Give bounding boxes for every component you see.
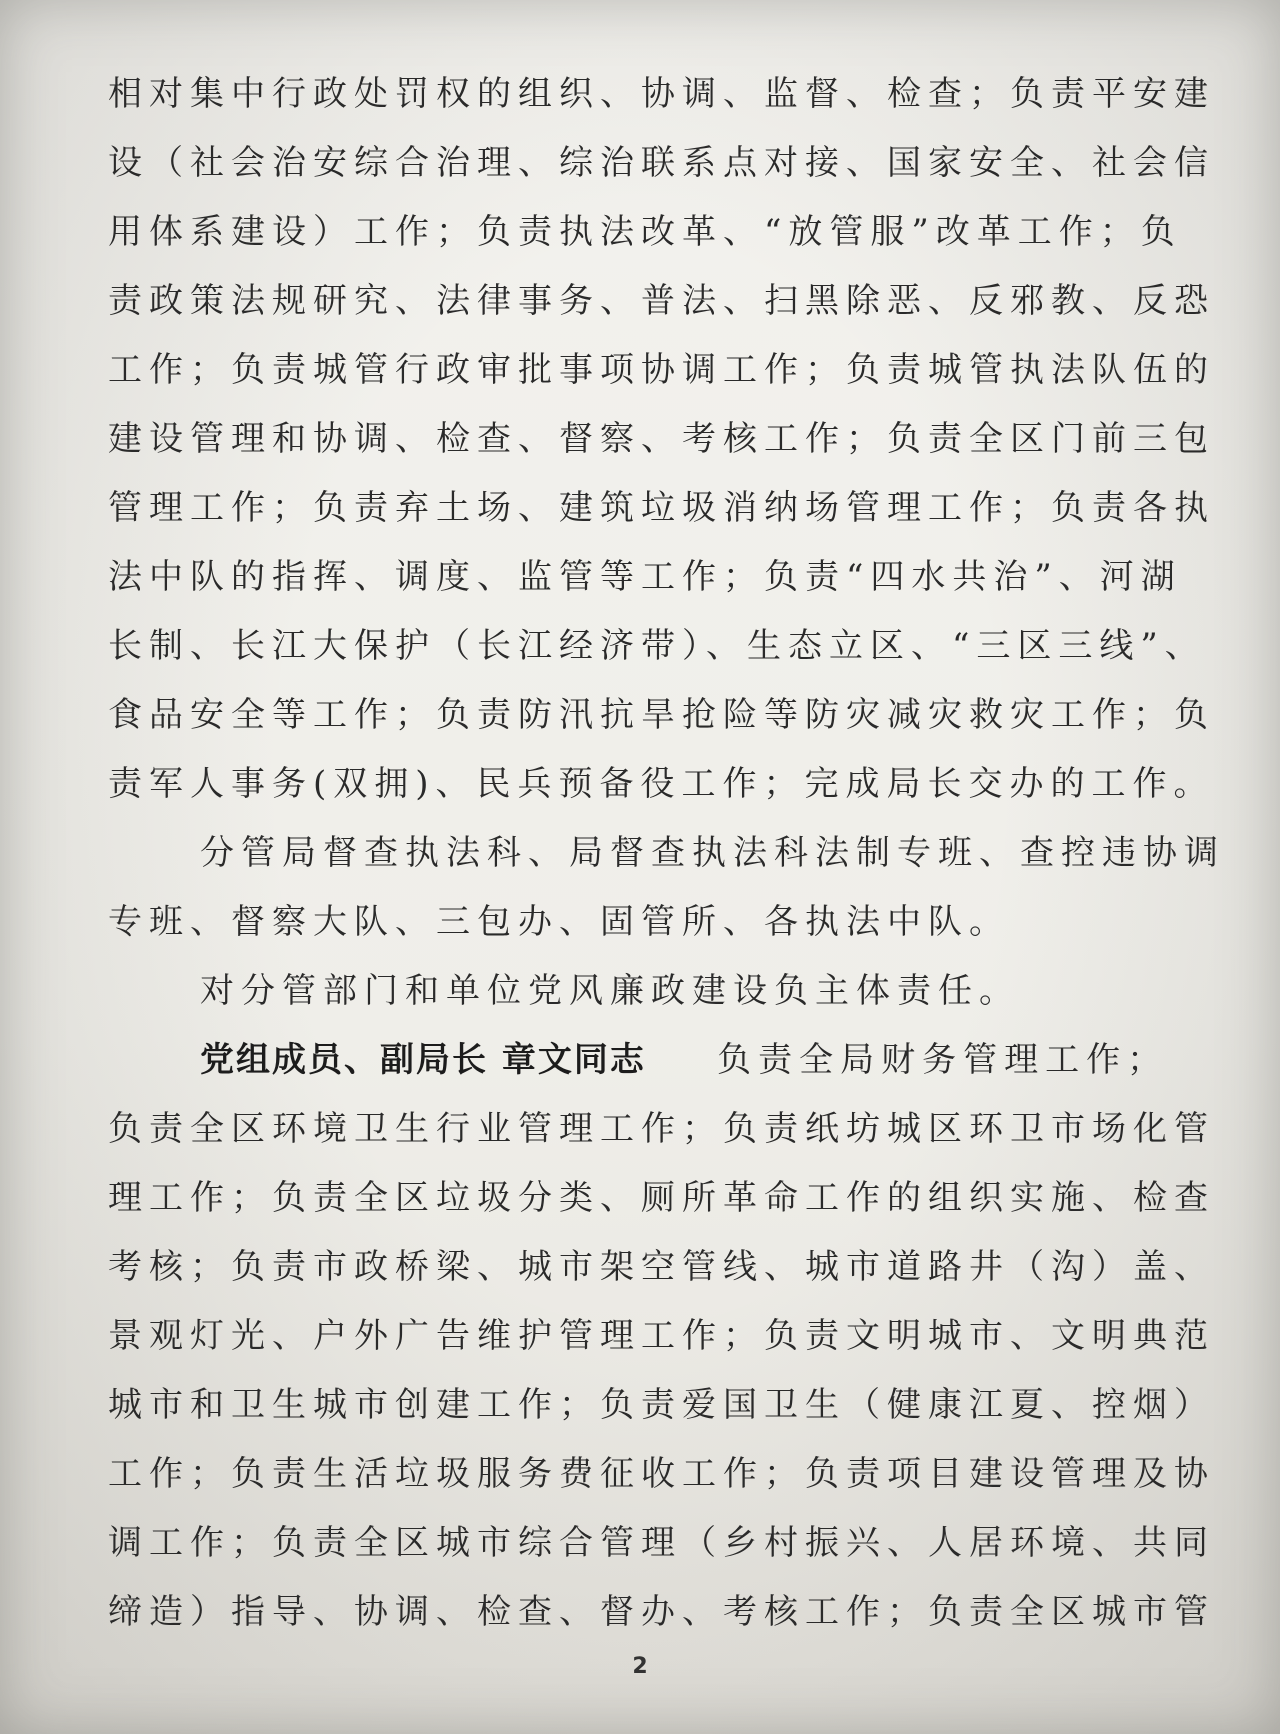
text-line: 考核；负责市政桥梁、城市架空管线、城市道路井（沟）盖、 bbox=[108, 1247, 1215, 1287]
text-line: 工作；负责城管行政审批事项协调工作；负责城管执法队伍的 bbox=[108, 350, 1215, 390]
text-line: 建设管理和协调、检查、督察、考核工作；负责全区门前三包 bbox=[108, 419, 1215, 459]
text-line: 缔造）指导、协调、检查、督办、考核工作；负责全区城市管 bbox=[108, 1592, 1215, 1632]
text-line: 法中队的指挥、调度、监管等工作；负责“四水共治”、河湖 bbox=[108, 557, 1182, 597]
text-span: 负责全局财务管理工作； bbox=[717, 1040, 1169, 1080]
responsibility-statement: 对分管部门和单位党风廉政建设负主体责任。 bbox=[200, 971, 1020, 1011]
text-line: 专班、督察大队、三包办、固管所、各执法中队。 bbox=[108, 902, 1010, 942]
text-line: 城市和卫生城市创建工作；负责爱国卫生（健康江夏、控烟） bbox=[108, 1385, 1215, 1425]
text-line: 责军人事务(双拥)、民兵预备役工作；完成局长交办的工作。 bbox=[108, 764, 1215, 804]
text-line: 食品安全等工作；负责防汛抗旱抢险等防灾减灾救灾工作；负 bbox=[108, 695, 1215, 735]
text-line: 设（社会治安综合治理、综治联系点对接、国家安全、社会信 bbox=[108, 143, 1215, 183]
text-line: 责政策法规研究、法律事务、普法、扫黑除恶、反邪教、反恐 bbox=[108, 281, 1215, 321]
text-line: 景观灯光、户外广告维护管理工作；负责文明城市、文明典范 bbox=[108, 1316, 1215, 1356]
text-line: 工作；负责生活垃圾服务费征收工作；负责项目建设管理及协 bbox=[108, 1454, 1215, 1494]
text-line: 负责全区环境卫生行业管理工作；负责纸坊城区环卫市场化管 bbox=[108, 1109, 1215, 1149]
text-line: 用体系建设）工作；负责执法改革、“放管服”改革工作；负 bbox=[108, 212, 1182, 252]
text-span bbox=[664, 1040, 700, 1080]
official-title-heading: 党组成员、副局长 章文同志 bbox=[200, 1040, 646, 1080]
text-line: 长制、长江大保护（长江经济带）、生态立区、“三区三线”、 bbox=[108, 626, 1206, 666]
text-line: 分管局督查执法科、局督查执法科法制专班、查控违协调 bbox=[200, 833, 1225, 873]
text-line: 管理工作；负责弃土场、建筑垃圾消纳场管理工作；负责各执 bbox=[108, 488, 1215, 528]
text-line: 理工作；负责全区垃圾分类、厕所革命工作的组织实施、检查 bbox=[108, 1178, 1215, 1218]
text-line: 调工作；负责全区城市综合管理（乡村振兴、人居环境、共同 bbox=[108, 1523, 1215, 1563]
official-heading-line bbox=[108, 1026, 1168, 1095]
page-number: 2 bbox=[632, 1654, 648, 1679]
text-line: 相对集中行政处罚权的组织、协调、监督、检查；负责平安建 bbox=[108, 74, 1215, 114]
document-body bbox=[108, 60, 1225, 1647]
